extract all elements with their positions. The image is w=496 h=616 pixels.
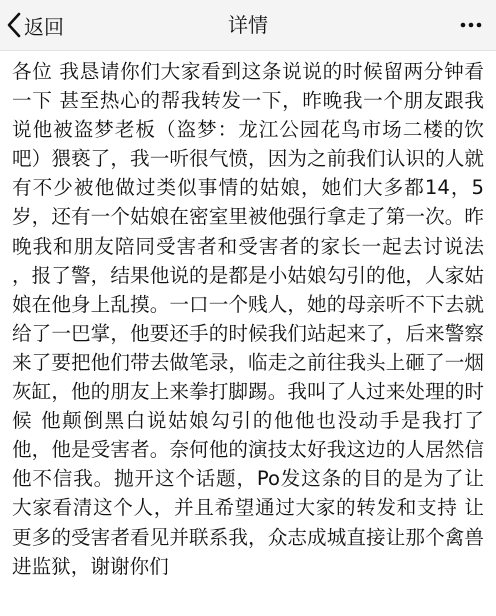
more-dots-icon [460,22,482,28]
back-label: 返回 [24,14,64,39]
post-content [0,51,496,581]
page-title: 详情 [228,13,268,37]
post-text: 各位 我恳请你们大家看到这条说说的时候留两分钟看一下 甚至热心的帮我转发一下，昨晚我一个朋友跟我说他被盗梦老板（盗梦：龙江公园花鸟市场二楼的饮吧）猥亵了，我一听很气愤，因为之前我们认识的人就有不少被他做过类似事情的姑娘，她们大多都14，5岁，还有一个姑娘在密室里被他强行拿走了第一次。昨晚我和朋友陪同受害者和受害者的家长一起去讨说法 ，报了警，结果他说的是都是小姑娘勾引的他，人家姑娘在他身上乱摸。一口一个贱人，她的母亲听不下去就给了一巴掌，他要还手的时候我们站起来了，后来警察来了要把他们带去做笔录，临走之前往我头上砸了一烟灰缸，他的朋友上来拳打脚踢。我叫了人过来处理的时候 他颠倒黑白说姑娘勾引的他他也没动手是我打了他，他是受害者。奈何他的演技太好我这边的人居然信他不信我。抛开这个话题，Po发这条的目的是为了让大家看清这个人，并且希望通过大家的转发和支持 让更多的受害者看见并联系我，众志成城直接让那个禽兽进监狱，谢谢你们 [12,60,484,578]
more-button[interactable] [460,0,482,50]
navigation-bar [0,0,496,51]
